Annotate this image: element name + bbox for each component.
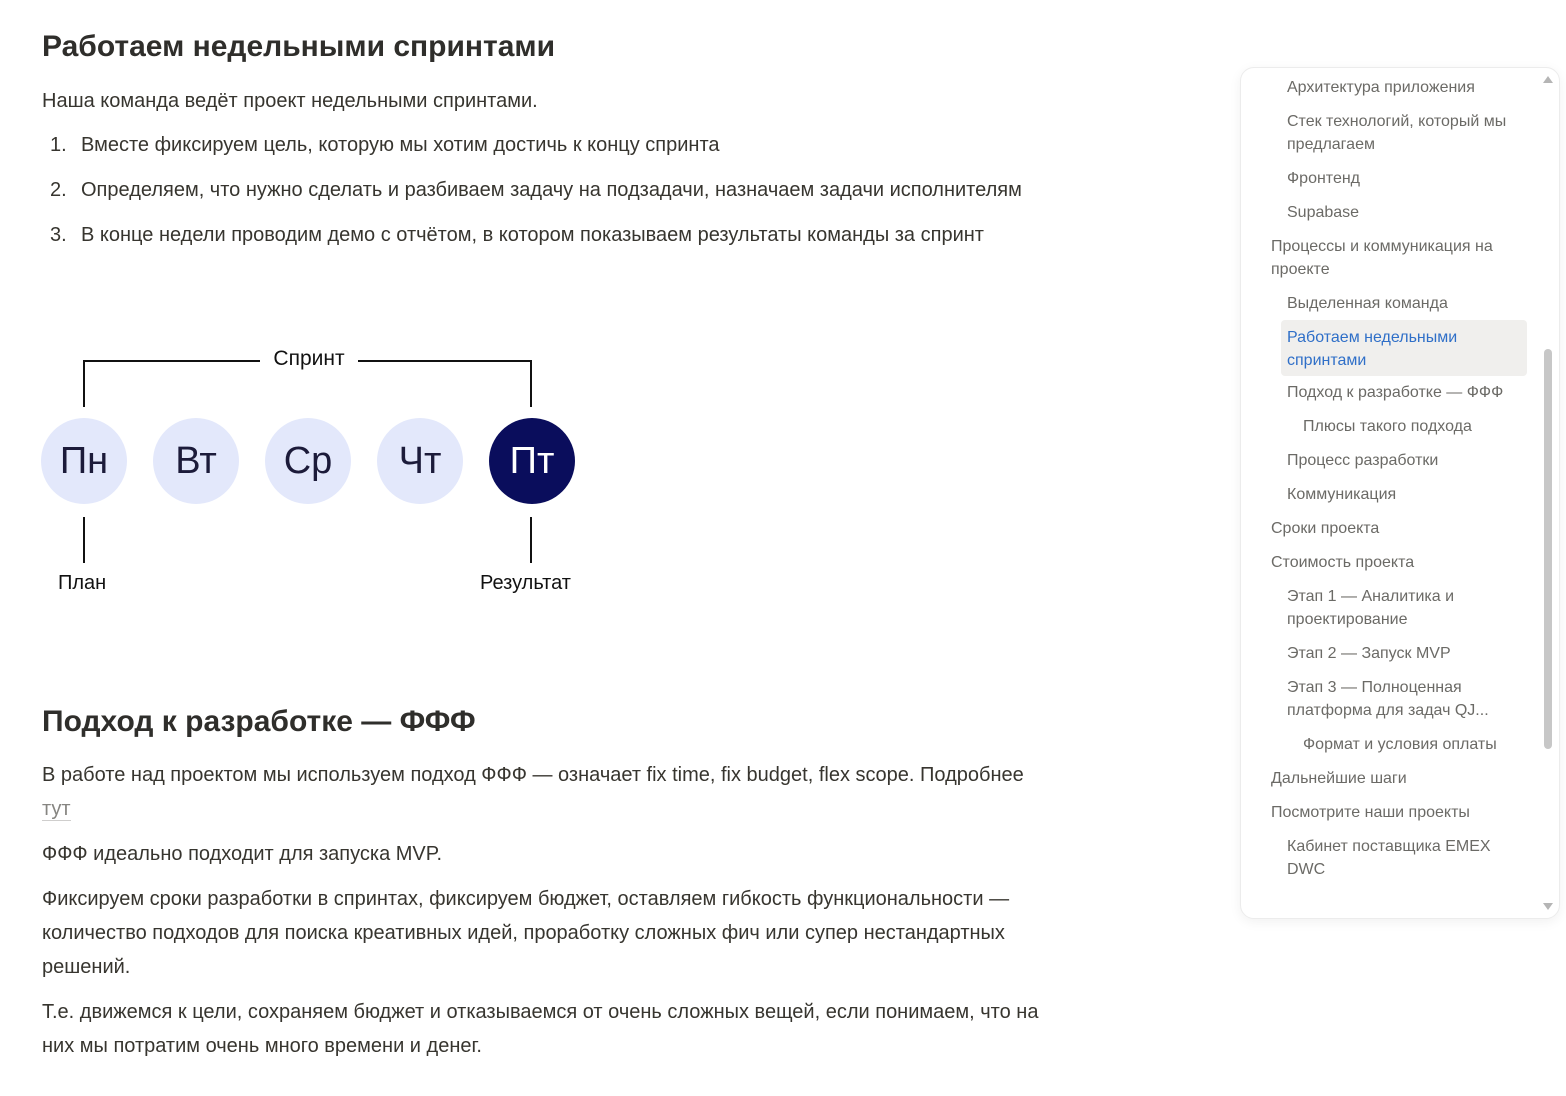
list-item-text: В конце недели проводим демо с отчётом, в котором показываем результаты команды за спринт — [81, 224, 984, 246]
result-label: Результат — [480, 572, 571, 594]
fff-paragraph-4: Т.е. движемся к цели, сохраняем бюджет и отказываемся от очень сложных вещей, если понимаем, что на них мы потратим очень много времени и денег. — [42, 1001, 1039, 1057]
toc-item[interactable]: Дальнейшие шаги — [1271, 770, 1407, 787]
day-circle-fri: Пт — [489, 418, 575, 504]
toc-item[interactable]: Supabase — [1287, 204, 1360, 221]
fff-paragraph-1-text: В работе над проектом мы используем подход ФФФ — означает fix time, fix budget, flex scope. Подробнее — [42, 764, 1024, 786]
sprint-diagram — [42, 340, 602, 610]
more-link[interactable]: тут — [42, 798, 71, 820]
toc-item[interactable]: Фронтенд — [1287, 170, 1361, 187]
heading-sprints: Работаем недельными спринтами — [42, 30, 556, 63]
fff-section-body — [42, 758, 1052, 1074]
day-circle-wed: Ср — [265, 418, 351, 504]
day-circle-tue: Вт — [153, 418, 239, 504]
toc-list — [1241, 76, 1541, 892]
scroll-down-icon[interactable] — [1543, 903, 1553, 910]
table-of-contents — [1240, 67, 1560, 919]
toc-item[interactable]: Стек технологий, который мы предлагаем — [1287, 113, 1507, 153]
list-item — [42, 218, 1042, 252]
sprint-label: Спринт — [271, 347, 347, 371]
toc-item[interactable]: Стоимость проекта — [1271, 554, 1415, 571]
toc-item[interactable]: Этап 2 — Запуск MVP — [1287, 645, 1451, 662]
toc-item[interactable]: Кабинет поставщика EMEX DWC — [1287, 838, 1491, 878]
toc-item[interactable]: Процесс разработки — [1287, 452, 1439, 469]
toc-item[interactable]: Работаем недельными спринтами — [1281, 320, 1527, 376]
fff-paragraph-2: ФФФ идеально подходит для запуска MVP. — [42, 843, 443, 865]
toc-item[interactable]: Подход к разработке — ФФФ — [1287, 384, 1504, 401]
toc-item[interactable]: Этап 3 — Полноценная платформа для задач QJ... — [1287, 679, 1489, 719]
toc-item[interactable]: Процессы и коммуникация на проекте — [1271, 238, 1493, 278]
toc-item[interactable]: Плюсы такого подхода — [1303, 418, 1472, 435]
toc-item[interactable]: Сроки проекта — [1271, 520, 1380, 537]
toc-item[interactable]: Посмотрите наши проекты — [1271, 804, 1470, 821]
list-item-text: Определяем, что нужно сделать и разбиваем задачу на подзадачи, назначаем задачи исполнителям — [81, 179, 1022, 201]
list-item-text: Вместе фиксируем цель, которую мы хотим достичь к концу спринта — [81, 134, 720, 156]
plan-label: План — [58, 572, 107, 594]
toc-item[interactable]: Коммуникация — [1287, 486, 1397, 503]
list-number: 2. — [50, 179, 67, 201]
list-number: 3. — [50, 224, 67, 246]
sprint-bracket-right — [358, 361, 531, 407]
sprint-bracket-left — [84, 361, 260, 407]
toc-item[interactable]: Выделенная команда — [1287, 295, 1448, 312]
toc-item[interactable]: Этап 1 — Аналитика и проектирование — [1287, 588, 1455, 628]
toc-item[interactable]: Архитектура приложения — [1287, 79, 1475, 96]
sprints-intro: Наша команда ведёт проект недельными спринтами. — [42, 90, 538, 112]
list-item — [42, 173, 1042, 207]
sprint-steps-list — [42, 128, 1042, 263]
fff-paragraph-3: Фиксируем сроки разработки в спринтах, фиксируем бюджет, оставляем гибкость функциональности — количество подходов для поиска креативных идей, проработку сложных фич или супер нестандартных решений. — [42, 888, 1010, 978]
list-number: 1. — [50, 134, 67, 156]
toc-item[interactable]: Формат и условия оплаты — [1303, 736, 1497, 753]
day-circle-mon: Пн — [41, 418, 127, 504]
heading-fff: Подход к разработке — ФФФ — [42, 705, 476, 738]
scroll-up-icon[interactable] — [1543, 76, 1553, 83]
scrollbar-thumb[interactable] — [1544, 349, 1552, 749]
fff-paragraph-1 — [42, 758, 1052, 826]
list-item — [42, 128, 1042, 162]
day-circle-thu: Чт — [377, 418, 463, 504]
toc-scrollbar[interactable] — [1543, 74, 1555, 912]
